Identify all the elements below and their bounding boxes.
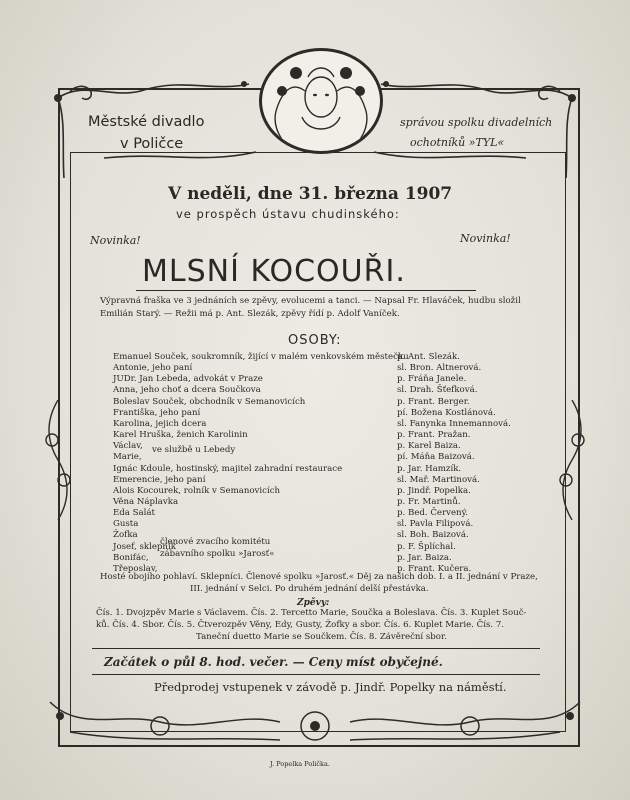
cast-role: Ignác Kdoule, hostinský, majitel zahradní restaurace — [113, 463, 343, 474]
cast-role: Boleslav Souček, obchodník v Semanovicích — [113, 396, 306, 407]
cast-role: Josef, sklepník — [113, 541, 176, 552]
cast-actor: sl. Drah. Šťefková. — [397, 385, 478, 396]
cast-actor: p. Fr. Martinů. — [397, 496, 461, 507]
songs-line-2: ků. Čís. 4. Sbor. Čís. 5. Čtverozpěv Věny, Edy, Gusty, Žofky a sbor. Čís. 6. Kuplet Marie. Čís. 7. — [96, 620, 505, 630]
cast-actor: p. Frant. Berger. — [397, 396, 470, 407]
cast-actor: p. F. Šplíchal. — [397, 541, 456, 552]
cast-actor: p. Karel Baiza. — [397, 441, 461, 452]
title-underline — [136, 290, 476, 291]
divider-bottom — [92, 674, 540, 675]
cast-role: Žofka — [113, 530, 138, 541]
cast-actor: sl. Bron. Altnerová. — [397, 363, 482, 374]
servants-bracket-note: ve službě u Lebedy — [152, 445, 236, 455]
theatre-name: Městské divadlo — [88, 114, 205, 130]
cast-role: Karel Hruška, ženich Karolinin — [113, 430, 248, 441]
description-line-2: Emilián Starý. — Režii má p. Ant. Slezák, zpěvy řídí p. Adolf Vaníček. — [100, 309, 400, 319]
songs-line-3: Taneční duetto Marie se Součkem. Čís. 8. Závěreční sbor. — [196, 632, 447, 642]
novelty-left: Novinka! — [90, 234, 141, 247]
guests-line-1: Hosté obojího pohlaví. Sklepníci. Členové spolku »Jarosť.« Děj za našich dob. I. a II. jednání v Praze, — [100, 572, 538, 582]
cast-role: Alois Kocourek, rolník v Semanovicích — [113, 485, 281, 496]
songs-heading: Zpěvy: — [297, 598, 330, 608]
description-line-1: Výpravná fraška ve 3 jednáních se zpěvy, evolucemi a tanci. — Napsal Fr. Hlaváček, hudbu složil — [100, 296, 521, 306]
cast-actor: p. Ant. Slezák. — [397, 352, 460, 362]
play-title: MLSNÍ KOCOUŘI. — [142, 254, 406, 289]
cast-actor: p. Frant. Kučera. — [397, 563, 472, 574]
date-line: V neděli, dne 31. března 1907 — [168, 184, 453, 204]
guests-line-2: III. jednání v Selci. Po druhém jednání delší přestávka. — [190, 584, 429, 594]
cast-actor: sl. Fanynka Innemannová. — [397, 418, 511, 429]
cast-actor: pí. Máňa Baizová. — [397, 452, 475, 463]
committee-note-1: členové zvacího komitétu — [160, 537, 271, 547]
management-line-2: ochotníků »TYL« — [410, 136, 505, 149]
cast-role: Karolina, jejich dcera — [113, 418, 207, 429]
cast-actor: p. Bed. Červený. — [397, 508, 469, 519]
presale-line: Předprodej vstupenek v závodě p. Jindř. Popelky na náměstí. — [154, 680, 507, 694]
cast-role: Anna, jeho choť a dcera Součkova — [113, 385, 261, 396]
divider-top — [92, 648, 540, 649]
cast-actor: sl. Boh. Baizová. — [397, 530, 469, 541]
bottom-ornament — [40, 692, 590, 762]
cast-role: Antonie, jeho paní — [113, 363, 193, 374]
medallion-portrait — [259, 48, 383, 154]
theatre-town: v Poličce — [120, 136, 184, 152]
cast-role: Františka, jeho paní — [113, 407, 201, 418]
benefit-line: ve prospěch ústavu chudinského: — [176, 207, 400, 221]
cast-actor: p. Jindř. Popelka. — [397, 485, 471, 496]
cast-actor: p. Jar. Hamzík. — [397, 463, 462, 474]
cast-actor: pí. Božena Kostlánová. — [397, 407, 496, 418]
cast-actor: p. Fráňa Janele. — [397, 374, 467, 385]
cast-role: Gusta — [113, 519, 139, 530]
novelty-right: Novinka! — [460, 232, 511, 245]
management-line-1: správou spolku divadelních — [400, 116, 553, 129]
cast-heading: OSOBY: — [288, 333, 342, 348]
cast-role: JUDr. Jan Lebeda, advokát v Praze — [113, 374, 263, 385]
cast-role: Věna Náplavka — [113, 496, 179, 507]
songs-line-1: Čís. 1. Dvojzpěv Marie s Václavem. Čís. 2. Tercetto Marie, Součka a Boleslava. Čís. 3. Kuplet Souč- — [96, 608, 527, 618]
cast-role: Emerencie, jeho paní — [113, 474, 206, 485]
cast-role: Třeposlav, — [113, 563, 158, 574]
cast-role: Eda Salát — [113, 508, 155, 519]
cast-actor: sl. Pavla Filipová. — [397, 519, 474, 530]
left-side-ornament — [38, 400, 78, 520]
cast-actor: p. Frant. Pražan. — [397, 430, 471, 441]
cast-role: Marie, — [113, 452, 142, 463]
right-side-ornament — [552, 400, 592, 520]
committee-note-2: zábavního spolku »Jarosť« — [160, 549, 275, 559]
cast-actor: sl. Mař. Martinová. — [397, 474, 480, 485]
start-time-line: Začátek o půl 8. hod. večer. — Ceny míst obyčejné. — [104, 655, 443, 669]
cast-role: Václav, — [113, 441, 143, 452]
printer-credit: J. Popelka Polička. — [270, 760, 330, 768]
cast-actor: p. Jar. Baiza. — [397, 552, 452, 563]
cast-role: Emanuel Souček, soukromník, žijící v malém venkovském městečku — [113, 352, 409, 362]
cast-role: Bonifác, — [113, 552, 149, 563]
